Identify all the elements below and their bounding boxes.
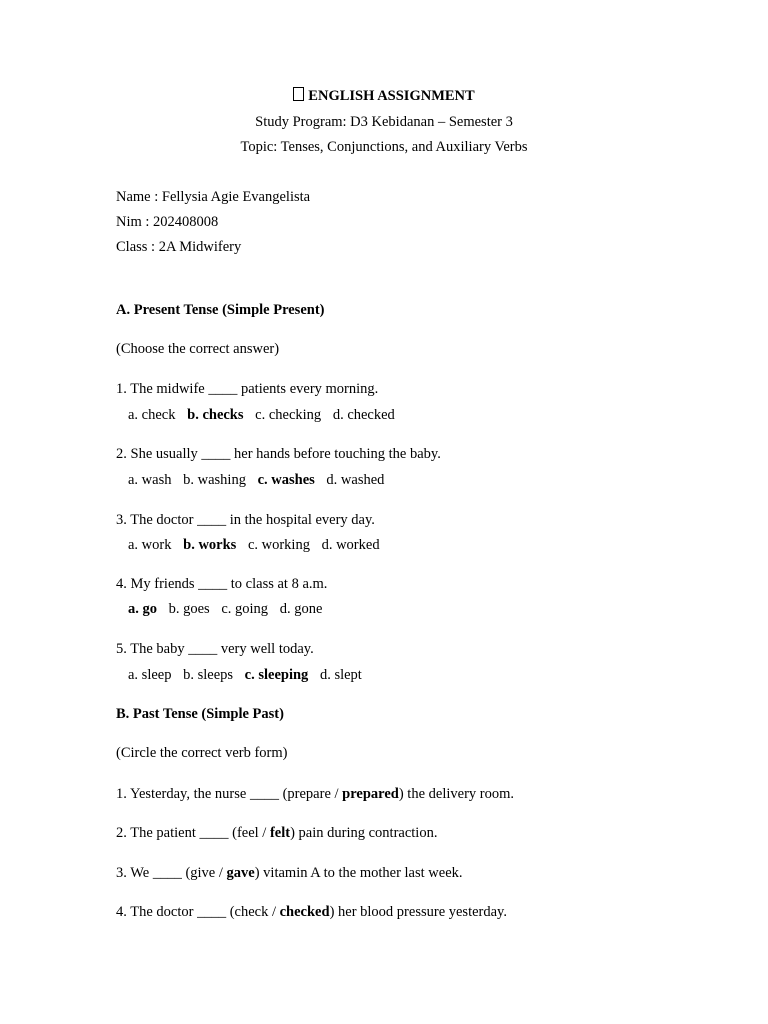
options-a5 xyxy=(128,665,370,685)
section-a-instruction: (Choose the correct answer) xyxy=(116,341,280,357)
option: d. gone xyxy=(279,601,323,617)
answer: prepared xyxy=(342,786,399,802)
option-correct: c. sleeping xyxy=(244,667,309,683)
option-correct: b. checks xyxy=(187,407,244,423)
options-a4 xyxy=(128,599,330,619)
option-correct: c. washes xyxy=(257,472,315,488)
student-class: Class : 2A Midwifery xyxy=(116,239,242,255)
question-b3: 3. We ____ (give / gave) vitamin A to the mother last week. xyxy=(116,865,463,881)
question-a5: 5. The baby ____ very well today. xyxy=(116,641,314,657)
option: a. wash xyxy=(128,472,172,488)
answer: felt xyxy=(269,825,291,841)
option: c. working xyxy=(247,537,310,553)
assignment-title: ENGLISH ASSIGNMENT xyxy=(0,86,768,106)
option: d. checked xyxy=(332,407,395,423)
options-a1 xyxy=(128,405,403,425)
question-a3: 3. The doctor ____ in the hospital every day. xyxy=(116,512,375,528)
option: a. work xyxy=(128,537,172,553)
options-a3 xyxy=(128,535,388,555)
option: d. washed xyxy=(326,472,385,488)
option: d. slept xyxy=(319,667,362,683)
option: a. check xyxy=(128,407,176,423)
question-a2: 2. She usually ____ her hands before touching the baby. xyxy=(116,446,441,462)
option: d. worked xyxy=(321,537,380,553)
question-a1: 1. The midwife ____ patients every morning. xyxy=(116,381,379,397)
student-name: Name : Fellysia Agie Evangelista xyxy=(116,189,311,205)
option: b. goes xyxy=(168,601,210,617)
section-a-heading: A. Present Tense (Simple Present) xyxy=(116,302,325,318)
question-b1: 1. Yesterday, the nurse ____ (prepare / prepared) the delivery room. xyxy=(116,786,515,802)
option: c. going xyxy=(221,601,269,617)
question-b2: 2. The patient ____ (feel / felt) pain during contraction. xyxy=(116,825,438,841)
answer: checked xyxy=(279,904,330,920)
option-correct: a. go xyxy=(128,601,157,617)
study-program: Study Program: D3 Kebidanan – Semester 3 xyxy=(255,114,513,130)
option: b. sleeps xyxy=(183,667,234,683)
options-a2 xyxy=(128,470,392,490)
student-nim: Nim : 202408008 xyxy=(116,214,219,230)
option: b. washing xyxy=(183,472,246,488)
question-a4: 4. My friends ____ to class at 8 a.m. xyxy=(116,576,328,592)
document-icon xyxy=(293,87,304,101)
section-b-instruction: (Circle the correct verb form) xyxy=(116,745,288,761)
section-b-heading: B. Past Tense (Simple Past) xyxy=(116,706,284,722)
answer: gave xyxy=(226,865,255,881)
option-correct: b. works xyxy=(183,537,237,553)
topic: Topic: Tenses, Conjunctions, and Auxiliary Verbs xyxy=(240,139,528,155)
question-b4: 4. The doctor ____ (check / checked) her blood pressure yesterday. xyxy=(116,904,507,920)
option: a. sleep xyxy=(128,667,172,683)
option: c. checking xyxy=(255,407,322,423)
